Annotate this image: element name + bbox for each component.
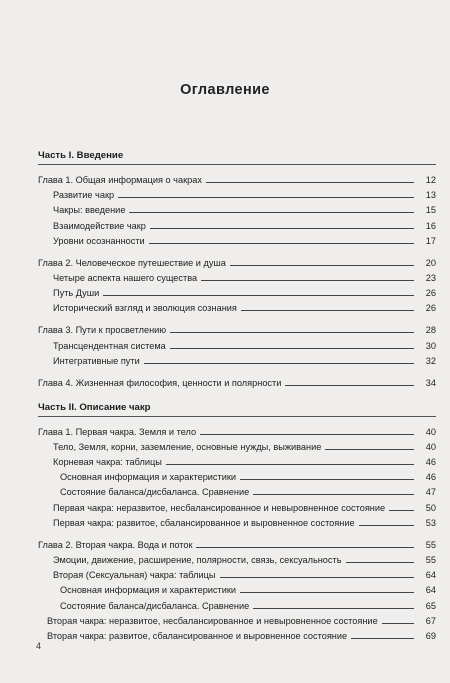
toc-entry-title: Взаимодействие чакр	[53, 220, 146, 231]
toc-entry-page: 55	[425, 555, 436, 565]
toc-entry-page: 46	[425, 472, 436, 483]
toc-entry-title: Глава 1. Первая чакра. Земля и тело	[38, 426, 197, 437]
toc-entry-page: 69	[425, 630, 436, 641]
leader-line	[359, 525, 414, 526]
toc-part-1	[38, 150, 436, 388]
leader-line	[351, 638, 414, 639]
toc-entry[interactable]	[38, 200, 436, 215]
leader-line	[285, 385, 414, 386]
leader-line	[103, 295, 414, 296]
toc-entry-page: 26	[425, 303, 436, 314]
toc-entry[interactable]	[38, 252, 436, 268]
leader-line	[253, 608, 414, 609]
page-title: Оглавление	[180, 82, 270, 98]
toc-entry[interactable]	[38, 372, 436, 388]
leader-line	[196, 547, 414, 548]
toc-entry-title: Глава 1. Общая информация о чакрах	[38, 175, 202, 185]
toc-entry-page: 32	[425, 355, 436, 366]
toc-entry-title: Исторический взгляд и эволюция сознания	[53, 303, 237, 314]
toc-entry-page: 28	[425, 325, 436, 336]
toc-entry-title: Эмоции, движение, расширение, полярности, связь, сексуальность	[53, 555, 342, 565]
toc-entry[interactable]	[38, 595, 436, 610]
toc-entry[interactable]	[38, 452, 436, 467]
toc-entry-page: 55	[425, 539, 436, 550]
toc-entry-page: 65	[425, 600, 436, 611]
toc-entry-title: Путь Души	[53, 288, 100, 299]
leader-line	[346, 562, 414, 563]
toc-entry-title: Состояние баланса/дисбаланса. Сравнение	[60, 600, 250, 611]
toc-entry-title: Первая чакра: развитое, сбалансированное и выровненное состояние	[53, 517, 355, 528]
toc-entry-title: Четыре аспекта нашего существа	[53, 272, 198, 283]
toc-entry[interactable]	[38, 335, 436, 350]
toc-entry-title: Тело, Земля, корни, заземление, основные нужды, выживание	[53, 441, 322, 452]
toc-entry-page: 16	[425, 220, 436, 231]
toc-entry-title: Вторая чакра: неразвитое, несбалансированное и невыровненное состояние	[47, 615, 378, 626]
toc-entry-page: 47	[425, 487, 436, 498]
toc-entry-title: Развитие чакр	[53, 190, 115, 201]
toc-entry-title: Уровни осознанности	[53, 235, 145, 246]
toc-entry-title: Вторая (Сексуальная) чакра: таблицы	[53, 570, 216, 581]
leader-line	[241, 310, 414, 311]
toc-entry-page: 50	[425, 502, 436, 513]
leader-line	[240, 592, 414, 593]
leader-line	[150, 228, 414, 229]
toc-entry[interactable]	[38, 482, 436, 497]
leader-line	[206, 182, 414, 183]
toc-entry-page: 53	[425, 517, 436, 528]
toc-entry[interactable]	[38, 611, 436, 626]
toc-entry-page: 12	[425, 175, 436, 185]
toc-entry-title: Трансцендентная система	[53, 340, 166, 351]
leader-line	[230, 265, 414, 266]
toc-entry[interactable]	[38, 185, 436, 200]
toc-entry-title: Корневая чакра: таблицы	[53, 457, 162, 468]
toc-entry[interactable]	[38, 169, 436, 185]
toc-entry-title: Вторая чакра: развитое, сбалансированное и выровненное состояние	[47, 630, 348, 641]
toc-entry-page: 64	[425, 570, 436, 581]
toc-entry[interactable]	[38, 513, 436, 528]
toc-entry[interactable]	[38, 437, 436, 452]
toc-entry-title: Глава 2. Вторая чакра. Вода и поток	[38, 539, 193, 550]
toc-entry[interactable]	[38, 283, 436, 298]
toc-entry-page: 30	[425, 340, 436, 351]
leader-line	[240, 479, 414, 480]
leader-line	[170, 348, 414, 349]
toc-entry-title: Интегративные пути	[53, 355, 140, 366]
toc-entry-page: 40	[425, 426, 436, 437]
toc-entry[interactable]	[38, 421, 436, 437]
leader-line	[389, 510, 414, 511]
leader-line	[253, 494, 414, 495]
part-title: Часть II. Описание чакр	[38, 402, 436, 417]
toc-entry[interactable]	[38, 319, 436, 335]
toc-entry[interactable]	[38, 215, 436, 230]
toc-entry-title: Первая чакра: неразвитое, несбалансированное и невыровненное состояние	[53, 502, 386, 513]
toc-entry[interactable]	[38, 580, 436, 595]
toc-entry[interactable]	[38, 467, 436, 482]
leader-line	[149, 243, 414, 244]
toc-entry-title: Основная информация и характеристики	[60, 585, 237, 596]
leader-line	[200, 434, 414, 435]
page-number: 4	[36, 641, 42, 651]
toc-entry[interactable]	[38, 550, 436, 565]
leader-line	[220, 577, 415, 578]
table-of-contents	[38, 150, 436, 641]
toc-entry-page: 20	[425, 257, 436, 268]
leader-line	[201, 280, 414, 281]
leader-line	[144, 363, 414, 364]
toc-entry-page: 34	[425, 377, 436, 388]
toc-entry-page: 23	[425, 272, 436, 283]
leader-line	[118, 197, 414, 198]
leader-line	[129, 212, 414, 213]
leader-line	[325, 449, 414, 450]
toc-entry-title: Основная информация и характеристики	[60, 472, 237, 483]
toc-entry-title: Глава 3. Пути к просветлению	[38, 325, 167, 336]
toc-entry-title: Состояние баланса/дисбаланса. Сравнение	[60, 487, 250, 498]
leader-line	[166, 464, 414, 465]
toc-entry-page: 46	[425, 457, 436, 468]
toc-entry[interactable]	[38, 351, 436, 366]
toc-entry[interactable]	[38, 231, 436, 246]
toc-entry[interactable]	[38, 497, 436, 512]
toc-entry-page: 40	[425, 441, 436, 452]
leader-line	[170, 332, 414, 333]
toc-entry-title: Глава 4. Жизненная философия, ценности и полярности	[38, 377, 282, 388]
toc-entry-title: Глава 2. Человеческое путешествие и душа	[38, 257, 226, 268]
toc-entry-page: 17	[425, 235, 436, 246]
toc-entry-page: 67	[425, 615, 436, 626]
toc-entry[interactable]	[38, 268, 436, 283]
toc-entry-page: 13	[425, 190, 436, 201]
toc-entry[interactable]	[38, 298, 436, 313]
toc-entry-page: 26	[425, 288, 436, 299]
part-title: Часть I. Введение	[38, 150, 436, 165]
toc-entry[interactable]	[38, 534, 436, 550]
toc-entry-page: 64	[425, 585, 436, 596]
toc-part-2	[38, 402, 436, 641]
toc-entry[interactable]	[38, 626, 436, 641]
toc-entry-page: 15	[425, 205, 436, 216]
leader-line	[382, 623, 414, 624]
toc-entry[interactable]	[38, 565, 436, 580]
toc-entry-title: Чакры: введение	[53, 205, 126, 216]
